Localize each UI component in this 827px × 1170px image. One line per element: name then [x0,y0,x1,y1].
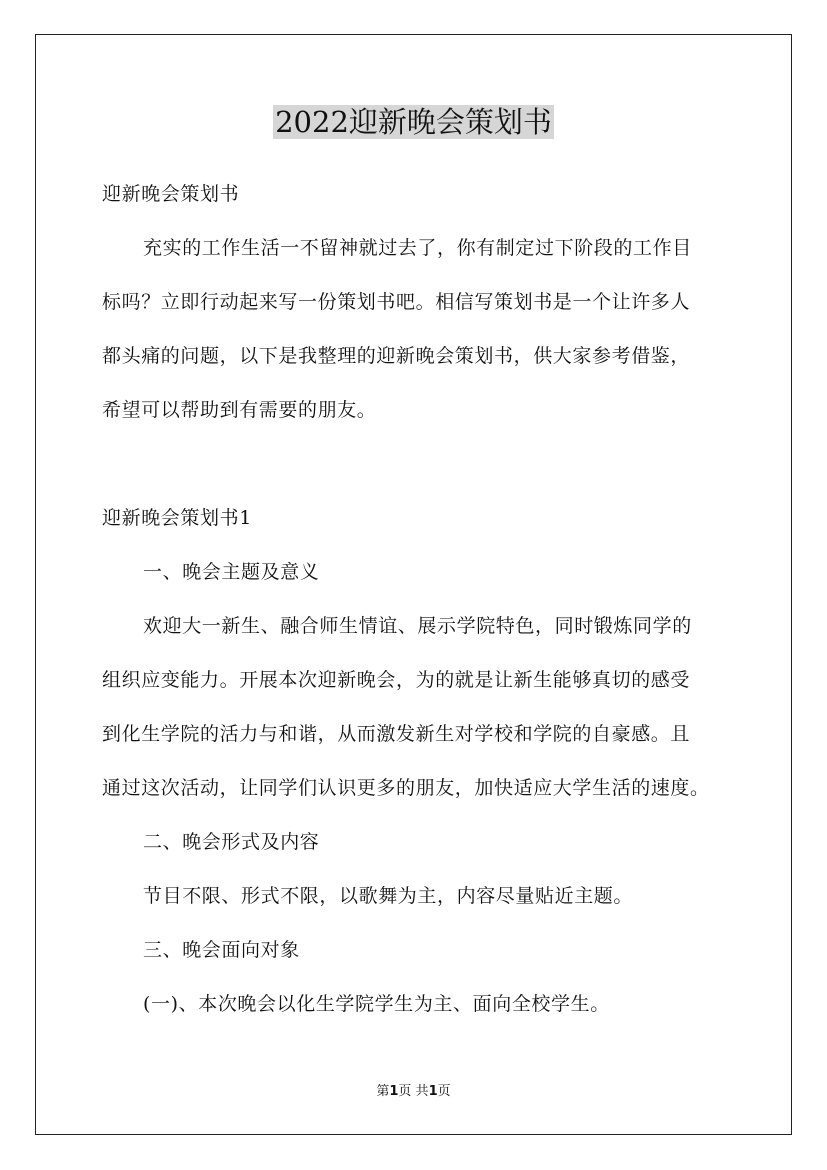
part2-heading: 二、晚会形式及内容 [143,831,320,853]
section-heading: 迎新晚会策划书1 [102,507,252,529]
document-title-text: 2022迎新晚会策划书 [275,105,552,139]
document-subtitle: 迎新晚会策划书 [102,183,240,205]
part1-line-3: 到化生学院的活力与和谐，从而激发新生对学校和学院的自豪感。且 [102,723,691,745]
part1-line-1: 欢迎大一新生、融合师生情谊、展示学院特色，同时锻炼同学的 [143,615,692,637]
footer-page-number: 1 [389,1084,399,1099]
footer-prefix: 第 [376,1084,390,1099]
footer-middle: 页 共 [398,1084,429,1099]
intro-line-4: 希望可以帮助到有需要的朋友。 [102,399,377,421]
part3-heading: 三、晚会面向对象 [143,939,300,961]
intro-line-3: 都头痛的问题，以下是我整理的迎新晚会策划书，供大家参考借鉴， [102,345,691,367]
part2-body: 节目不限、形式不限，以歌舞为主，内容尽量贴近主题。 [143,885,634,907]
part1-heading: 一、晚会主题及意义 [143,561,320,583]
part3-body: (一)、本次晚会以化生学院学生为主、面向全校学生。 [143,993,610,1015]
document-title [0,102,827,142]
footer-total-pages: 1 [428,1084,438,1099]
page-footer [0,1083,827,1101]
footer-suffix: 页 [437,1084,451,1099]
intro-line-2: 标吗？立即行动起来写一份策划书吧。相信写策划书是一个让许多人 [102,291,691,313]
part1-line-4: 通过这次活动，让同学们认识更多的朋友，加快适应大学生活的速度。 [102,777,710,799]
part1-line-2: 组织应变能力。开展本次迎新晚会，为的就是让新生能够真切的感受 [102,669,691,691]
intro-line-1: 充实的工作生活一不留神就过去了，你有制定过下阶段的工作目 [143,237,692,259]
